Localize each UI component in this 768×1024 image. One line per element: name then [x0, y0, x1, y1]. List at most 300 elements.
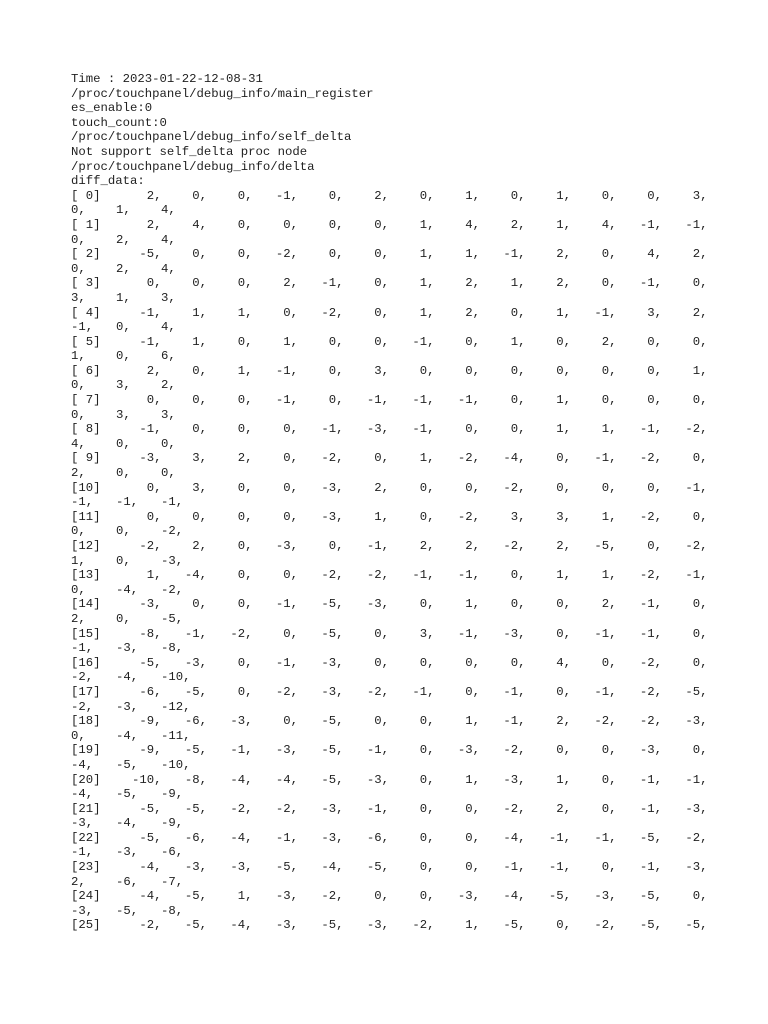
table-cell: 0,	[71, 407, 86, 422]
table-cell: -1,	[412, 393, 435, 408]
table-cell: -1,	[457, 568, 480, 583]
table-cell: 2,	[419, 539, 435, 553]
table-cell: 0,	[419, 188, 435, 203]
table-cell: -4,	[116, 816, 139, 831]
table-cell: 0,	[237, 509, 253, 524]
table-row-continuation	[71, 612, 711, 627]
timestamp-line: Time : 2023-01-22-12-08-31	[71, 72, 263, 86]
table-cell: 0,	[328, 393, 344, 408]
table-cell: 0,	[465, 830, 480, 845]
table-cell: 0,	[647, 480, 662, 495]
main-register-path: /proc/touchpanel/debug_info/main_register	[71, 86, 374, 101]
table-cell: -5,	[639, 830, 662, 845]
table-cell: -1,	[275, 655, 298, 670]
table-cell: -2,	[366, 568, 389, 583]
table-cell: 2,	[374, 188, 389, 203]
table-cell: -5,	[275, 860, 298, 875]
row-index: [21]	[71, 801, 101, 816]
table-cell: 0,	[510, 305, 526, 320]
table-row-continuation	[71, 758, 711, 773]
row-index: [22]	[71, 830, 101, 845]
table-cell: -8,	[161, 641, 184, 656]
table-cell: -3,	[275, 918, 298, 933]
table-row	[71, 189, 711, 204]
table-cell: 2,	[146, 363, 162, 378]
table-cell: -2,	[457, 509, 480, 524]
table-cell: -8,	[184, 772, 207, 787]
table-row-continuation	[71, 583, 711, 598]
table-cell: 0,	[71, 261, 86, 276]
table-cell: -4,	[230, 830, 253, 845]
table-cell: 0,	[419, 743, 435, 758]
table-cell: 0,	[510, 363, 526, 378]
table-cell: -4,	[503, 451, 526, 466]
table-cell: -5,	[321, 918, 344, 933]
table-cell: 0,	[116, 436, 131, 451]
table-row	[71, 918, 711, 933]
table-cell: -3,	[116, 845, 139, 860]
table-cell: -1,	[71, 641, 94, 656]
table-cell: -5,	[639, 918, 662, 933]
table-cell: -3,	[139, 451, 162, 466]
row-index: [ 4]	[71, 305, 101, 320]
table-cell: 0,	[237, 597, 253, 612]
table-cell: -5,	[685, 918, 708, 933]
table-cell: 0,	[601, 247, 617, 262]
table-cell: 4,	[161, 232, 176, 247]
table-cell: 1,	[237, 889, 253, 904]
table-cell: 3,	[161, 407, 176, 422]
table-cell: 0,	[237, 247, 253, 262]
table-cell: -3,	[230, 860, 253, 875]
diff-data-label: diff_data:	[71, 174, 145, 189]
table-row	[71, 451, 711, 466]
table-cell: -4,	[503, 830, 526, 845]
table-cell: 0,	[328, 188, 344, 203]
table-cell: -2,	[71, 670, 94, 685]
table-cell: -5,	[321, 597, 344, 612]
table-cell: -6,	[116, 874, 139, 889]
table-row	[71, 597, 711, 612]
table-cell: -1,	[639, 860, 662, 875]
table-cell: 0,	[556, 918, 571, 933]
table-cell: -1,	[639, 801, 662, 816]
row-index: [12]	[71, 539, 101, 553]
table-cell: 0,	[71, 203, 86, 218]
table-cell: -2,	[412, 918, 435, 933]
table-cell: 0,	[601, 393, 617, 408]
table-cell: -1,	[685, 772, 708, 787]
table-row	[71, 889, 711, 904]
table-cell: 2,	[556, 714, 571, 729]
table-cell: 1,	[556, 568, 571, 583]
table-cell: -5,	[366, 860, 389, 875]
table-cell: -1,	[412, 684, 435, 699]
table-cell: 3,	[71, 290, 86, 305]
row-index: [14]	[71, 597, 101, 612]
table-cell: -10,	[161, 670, 191, 685]
table-cell: -5,	[184, 684, 207, 699]
table-cell: 3,	[374, 363, 389, 378]
table-cell: 0,	[374, 334, 389, 349]
table-cell: 0,	[601, 860, 617, 875]
table-cell: 0,	[465, 422, 480, 437]
table-cell: 0,	[374, 655, 389, 670]
table-cell: -1,	[594, 830, 617, 845]
table-cell: -6,	[184, 830, 207, 845]
table-cell: 0,	[510, 655, 526, 670]
table-cell: -1,	[139, 305, 162, 320]
table-cell: 0,	[237, 422, 253, 437]
table-cell: 0,	[556, 334, 571, 349]
table-cell: -9,	[161, 816, 184, 831]
table-cell: -2,	[594, 918, 617, 933]
table-cell: 0,	[71, 378, 86, 393]
table-cell: 2,	[116, 261, 131, 276]
table-cell: -2,	[161, 582, 184, 597]
table-cell: -1,	[548, 830, 571, 845]
table-cell: -2,	[230, 626, 253, 641]
table-cell: 2,	[510, 217, 526, 232]
table-cell: 0,	[419, 801, 435, 816]
diff-data-table	[71, 189, 711, 933]
table-cell: -12,	[161, 699, 191, 714]
table-cell: 3,	[116, 407, 131, 422]
table-cell: 0,	[237, 188, 253, 203]
table-cell: 0,	[692, 509, 708, 524]
table-cell: 1,	[116, 290, 131, 305]
table-cell: -3,	[685, 801, 708, 816]
table-cell: 0,	[556, 480, 571, 495]
table-cell: 0,	[556, 684, 571, 699]
table-cell: 4,	[465, 217, 480, 232]
table-cell: 0,	[146, 276, 162, 291]
table-cell: -3,	[71, 816, 94, 831]
table-cell: 0,	[283, 422, 298, 437]
table-row-continuation	[71, 378, 711, 393]
table-cell: -2,	[275, 684, 298, 699]
table-cell: 0,	[510, 422, 526, 437]
table-cell: -9,	[139, 714, 162, 729]
table-cell: -5,	[321, 743, 344, 758]
table-cell: 0,	[465, 684, 480, 699]
table-cell: 0,	[647, 393, 662, 408]
table-row-continuation	[71, 437, 711, 452]
table-cell: -1,	[116, 495, 139, 510]
table-cell: 0,	[419, 714, 435, 729]
table-cell: -5,	[594, 539, 617, 553]
table-cell: -2,	[139, 918, 162, 933]
table-cell: -3,	[366, 918, 389, 933]
table-cell: 4,	[161, 320, 176, 335]
table-cell: 0,	[419, 889, 435, 904]
table-row-continuation	[71, 495, 711, 510]
table-cell: 0,	[692, 334, 708, 349]
table-row	[71, 656, 711, 671]
table-cell: -1,	[457, 393, 480, 408]
table-row	[71, 393, 711, 408]
table-row-continuation	[71, 787, 711, 802]
table-cell: -1,	[275, 830, 298, 845]
table-cell: 0,	[146, 480, 162, 495]
table-cell: -4,	[71, 757, 94, 772]
table-row-continuation	[71, 816, 711, 831]
table-row-continuation	[71, 524, 711, 539]
table-cell: 0,	[692, 655, 708, 670]
table-row	[71, 743, 711, 758]
table-cell: -2,	[503, 539, 526, 553]
table-cell: -4,	[71, 787, 94, 802]
table-cell: -1,	[366, 393, 389, 408]
table-cell: 2,	[146, 217, 162, 232]
table-cell: 1,	[374, 509, 389, 524]
table-cell: 0,	[283, 714, 298, 729]
table-row	[71, 481, 711, 496]
table-row	[71, 422, 711, 437]
table-cell: -3,	[184, 860, 207, 875]
table-cell: 3,	[647, 305, 662, 320]
table-cell: 0,	[374, 217, 389, 232]
table-cell: 1,	[601, 568, 617, 583]
table-cell: -3,	[366, 597, 389, 612]
table-cell: -5,	[548, 889, 571, 904]
table-cell: 0,	[192, 363, 207, 378]
table-cell: 0,	[283, 626, 298, 641]
table-cell: -1,	[366, 801, 389, 816]
table-cell: 1,	[419, 305, 435, 320]
table-cell: -2,	[230, 801, 253, 816]
table-cell: 0,	[283, 568, 298, 583]
table-cell: 1,	[556, 305, 571, 320]
table-cell: -4,	[230, 918, 253, 933]
table-cell: 0,	[692, 393, 708, 408]
table-cell: 0,	[692, 626, 708, 641]
table-cell: -1,	[685, 568, 708, 583]
table-cell: -8,	[161, 903, 184, 918]
table-cell: -4,	[139, 889, 162, 904]
table-cell: -3,	[685, 714, 708, 729]
table-cell: -2,	[594, 714, 617, 729]
table-cell: 0,	[374, 451, 389, 466]
table-cell: 0,	[374, 305, 389, 320]
table-cell: 2,	[146, 188, 162, 203]
table-cell: 0,	[161, 436, 176, 451]
table-row	[71, 510, 711, 525]
table-cell: 0,	[328, 217, 344, 232]
table-cell: 0,	[328, 334, 344, 349]
table-cell: -3,	[457, 743, 480, 758]
table-cell: 1,	[465, 597, 480, 612]
table-cell: 0,	[556, 597, 571, 612]
table-cell: 1,	[283, 334, 298, 349]
table-cell: 0,	[601, 801, 617, 816]
table-cell: -1,	[594, 451, 617, 466]
table-cell: 0,	[328, 539, 344, 553]
table-cell: -9,	[161, 787, 184, 802]
table-cell: -4,	[230, 772, 253, 787]
table-cell: -1,	[161, 495, 184, 510]
table-row-continuation	[71, 233, 711, 248]
table-cell: -2,	[639, 451, 662, 466]
table-cell: -3,	[230, 714, 253, 729]
table-cell: -5,	[685, 684, 708, 699]
table-cell: 0,	[237, 539, 253, 553]
table-cell: 1,	[510, 276, 526, 291]
table-cell: 0,	[556, 451, 571, 466]
table-cell: -8,	[139, 626, 162, 641]
table-cell: 0,	[374, 714, 389, 729]
table-cell: 2,	[692, 247, 708, 262]
table-cell: -3,	[321, 509, 344, 524]
table-cell: 0,	[237, 393, 253, 408]
table-row-continuation	[71, 845, 711, 860]
table-row	[71, 860, 711, 875]
table-cell: -1,	[457, 626, 480, 641]
table-cell: -3,	[321, 655, 344, 670]
table-cell: -2,	[503, 743, 526, 758]
table-cell: -3,	[275, 889, 298, 904]
table-cell: -3,	[139, 597, 162, 612]
table-cell: -1,	[366, 743, 389, 758]
table-cell: 0,	[556, 626, 571, 641]
table-cell: 2,	[237, 451, 253, 466]
table-cell: -1,	[184, 626, 207, 641]
table-cell: 0,	[510, 597, 526, 612]
table-cell: -2,	[71, 699, 94, 714]
table-cell: 0,	[692, 276, 708, 291]
table-cell: -2,	[366, 684, 389, 699]
table-row	[71, 627, 711, 642]
table-cell: 1,	[237, 363, 253, 378]
table-cell: 0,	[283, 451, 298, 466]
table-cell: 0,	[116, 553, 131, 568]
table-cell: -1,	[594, 684, 617, 699]
table-row	[71, 685, 711, 700]
table-cell: 1,	[192, 305, 207, 320]
table-cell: -6,	[184, 714, 207, 729]
table-cell: 0,	[419, 772, 435, 787]
table-cell: -3,	[503, 772, 526, 787]
row-index: [23]	[71, 860, 101, 875]
table-cell: 2,	[283, 276, 298, 291]
table-cell: -2,	[321, 305, 344, 320]
table-cell: -2,	[139, 539, 162, 553]
table-cell: -3,	[321, 480, 344, 495]
row-index: [ 2]	[71, 247, 101, 262]
table-cell: 0,	[71, 524, 86, 539]
table-cell: 3,	[419, 626, 435, 641]
table-cell: -4,	[503, 889, 526, 904]
table-cell: 2,	[374, 480, 389, 495]
table-cell: -1,	[639, 597, 662, 612]
table-cell: 1,	[510, 334, 526, 349]
table-cell: 1,	[419, 247, 435, 262]
table-cell: 0,	[71, 582, 86, 597]
table-cell: -5,	[321, 626, 344, 641]
table-cell: 0,	[283, 217, 298, 232]
table-cell: 1,	[71, 553, 86, 568]
table-cell: 0,	[237, 655, 253, 670]
table-cell: -3,	[594, 889, 617, 904]
table-row	[71, 568, 711, 583]
table-cell: -2,	[321, 451, 344, 466]
row-index: [18]	[71, 714, 101, 729]
table-cell: 1,	[419, 217, 435, 232]
table-cell: 2,	[71, 611, 86, 626]
row-index: [24]	[71, 889, 101, 904]
table-cell: -4,	[139, 860, 162, 875]
table-cell: 0,	[374, 247, 389, 262]
table-cell: -3,	[275, 539, 298, 553]
table-cell: 2,	[556, 247, 571, 262]
table-cell: 3,	[161, 290, 176, 305]
table-cell: 4,	[556, 655, 571, 670]
table-cell: -2,	[457, 451, 480, 466]
table-cell: -3,	[685, 860, 708, 875]
table-cell: 0,	[419, 655, 435, 670]
table-row	[71, 247, 711, 262]
table-row-continuation	[71, 203, 711, 218]
table-cell: 0,	[465, 334, 480, 349]
table-cell: -1,	[503, 714, 526, 729]
table-cell: -5,	[161, 611, 184, 626]
table-cell: -1,	[503, 247, 526, 262]
row-index: [ 1]	[71, 217, 101, 232]
table-row-continuation	[71, 729, 711, 744]
self-delta-path: /proc/touchpanel/debug_info/self_delta	[71, 130, 352, 145]
table-cell: -1,	[71, 320, 94, 335]
table-cell: -2,	[321, 568, 344, 583]
touch-count-line: touch_count:0	[71, 115, 167, 130]
table-row	[71, 714, 711, 729]
table-cell: 1,	[237, 305, 253, 320]
table-row-continuation	[71, 641, 711, 656]
table-cell: 0,	[419, 480, 435, 495]
table-cell: 0,	[328, 247, 344, 262]
table-cell: -1,	[412, 422, 435, 437]
table-cell: 0,	[647, 334, 662, 349]
table-cell: 1,	[556, 422, 571, 437]
table-cell: -1,	[639, 217, 662, 232]
table-cell: 0,	[465, 801, 480, 816]
table-cell: 3,	[192, 480, 207, 495]
table-cell: 2,	[71, 466, 86, 481]
table-cell: 1,	[465, 247, 480, 262]
table-row-continuation	[71, 320, 711, 335]
table-row	[71, 306, 711, 321]
table-cell: 1,	[692, 363, 708, 378]
table-cell: 1,	[465, 714, 480, 729]
table-cell: 2,	[601, 597, 617, 612]
row-index: [ 9]	[71, 451, 101, 466]
row-index: [25]	[71, 918, 101, 933]
table-cell: -3,	[116, 699, 139, 714]
table-cell: 0,	[692, 889, 708, 904]
table-cell: -2,	[639, 655, 662, 670]
row-index: [17]	[71, 684, 101, 699]
table-cell: -5,	[139, 655, 162, 670]
table-cell: -1,	[275, 393, 298, 408]
table-row	[71, 773, 711, 788]
table-cell: -1,	[275, 363, 298, 378]
table-cell: 0,	[419, 363, 435, 378]
table-cell: 0,	[419, 860, 435, 875]
table-cell: -1,	[639, 772, 662, 787]
table-cell: 0,	[601, 480, 617, 495]
table-cell: -2,	[685, 422, 708, 437]
table-cell: 0,	[419, 597, 435, 612]
table-row-continuation	[71, 349, 711, 364]
